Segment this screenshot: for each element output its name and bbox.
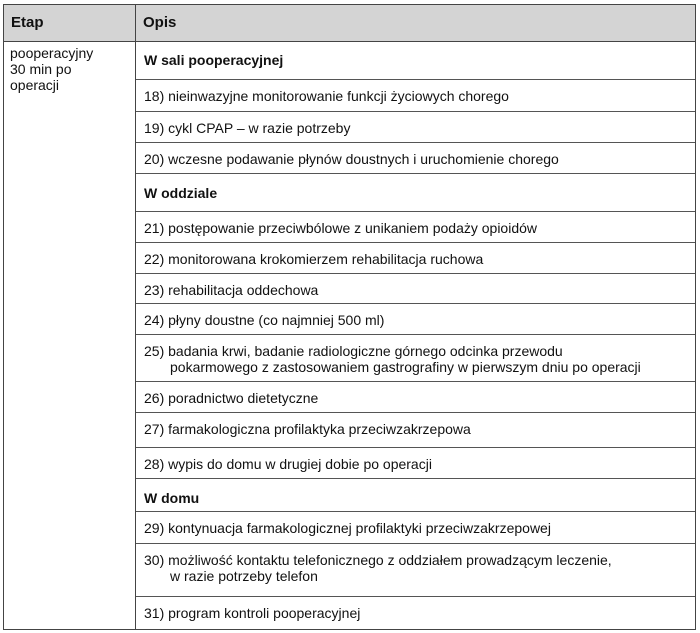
table-row bbox=[136, 80, 695, 112]
item-text bbox=[144, 312, 689, 328]
row-text: 31) program kontroli pooperacyjnej bbox=[144, 605, 361, 621]
section-title bbox=[144, 52, 689, 68]
item-text bbox=[144, 520, 689, 536]
row-text: 23) rehabilitacja oddechowa bbox=[144, 282, 319, 298]
table-row bbox=[136, 382, 695, 413]
table-row bbox=[136, 274, 695, 304]
item-text bbox=[144, 552, 689, 584]
etap-line: pooperacyjny bbox=[10, 45, 94, 61]
table-row bbox=[136, 243, 695, 274]
row-text: 25) badania krwi, badanie radiologiczne górnego odcinka przewodu bbox=[144, 343, 563, 359]
table-row bbox=[136, 512, 695, 544]
table-row bbox=[136, 335, 695, 382]
item-text bbox=[144, 456, 689, 472]
item-text bbox=[144, 421, 689, 437]
item-text bbox=[144, 343, 689, 375]
item-text bbox=[144, 605, 689, 621]
table-row bbox=[136, 413, 695, 448]
table-row bbox=[136, 143, 695, 174]
section-title bbox=[144, 185, 689, 201]
item-text bbox=[144, 390, 689, 406]
row-text: 22) monitorowana krokomierzem rehabilitacja ruchowa bbox=[144, 251, 484, 267]
row-text: 27) farmakologiczna profilaktyka przeciwzakrzepowa bbox=[144, 421, 471, 437]
row-text: 19) cykl CPAP – w razie potrzeby bbox=[144, 120, 351, 136]
row-text: 24) płyny doustne (co najmniej 500 ml) bbox=[144, 312, 385, 328]
table-row bbox=[136, 597, 695, 629]
row-text: W sali pooperacyjnej bbox=[144, 52, 284, 68]
table-row bbox=[136, 448, 695, 479]
etap-cell bbox=[10, 45, 130, 93]
row-text: 21) postępowanie przeciwbólowe z unikaniem podaży opioidów bbox=[144, 220, 538, 236]
row-text: W domu bbox=[144, 490, 200, 506]
item-text bbox=[144, 220, 689, 236]
row-text: 20) wczesne podawanie płynów doustnych i uruchomienie chorego bbox=[144, 151, 559, 167]
etap-line: 30 min po bbox=[10, 61, 72, 77]
row-text: 18) nieinwazyjne monitorowanie funkcji życiowych chorego bbox=[144, 88, 509, 104]
item-text bbox=[144, 120, 689, 136]
etap-line: operacji bbox=[10, 77, 60, 93]
table-row bbox=[136, 304, 695, 335]
row-text: 28) wypis do domu w drugiej dobie po operacji bbox=[144, 456, 432, 472]
item-text bbox=[144, 151, 689, 167]
section-title bbox=[144, 490, 689, 506]
section-row bbox=[136, 479, 695, 512]
table-row bbox=[136, 544, 695, 597]
table-row bbox=[136, 112, 695, 143]
item-text bbox=[144, 251, 689, 267]
item-text bbox=[144, 282, 689, 298]
item-text bbox=[144, 88, 689, 104]
row-text: W oddziale bbox=[144, 185, 218, 201]
section-row bbox=[136, 174, 695, 212]
table-row bbox=[136, 212, 695, 243]
row-text: 26) poradnictwo dietetyczne bbox=[144, 390, 319, 406]
row-text-continuation: pokarmowego z zastosowaniem gastrografiny w pierwszym dniu po operacji bbox=[170, 359, 641, 375]
care-protocol-table bbox=[3, 4, 696, 630]
section-row bbox=[136, 41, 695, 80]
header-etap: Etap bbox=[11, 14, 44, 31]
row-text: 29) kontynuacja farmakologicznej profilaktyki przeciwzakrzepowej bbox=[144, 520, 551, 536]
header-opis: Opis bbox=[143, 14, 177, 31]
row-text: 30) możliwość kontaktu telefonicznego z oddziałem prowadzącym leczenie, bbox=[144, 552, 612, 568]
table-header bbox=[4, 5, 695, 42]
row-text-continuation: w razie potrzeby telefon bbox=[170, 568, 318, 584]
